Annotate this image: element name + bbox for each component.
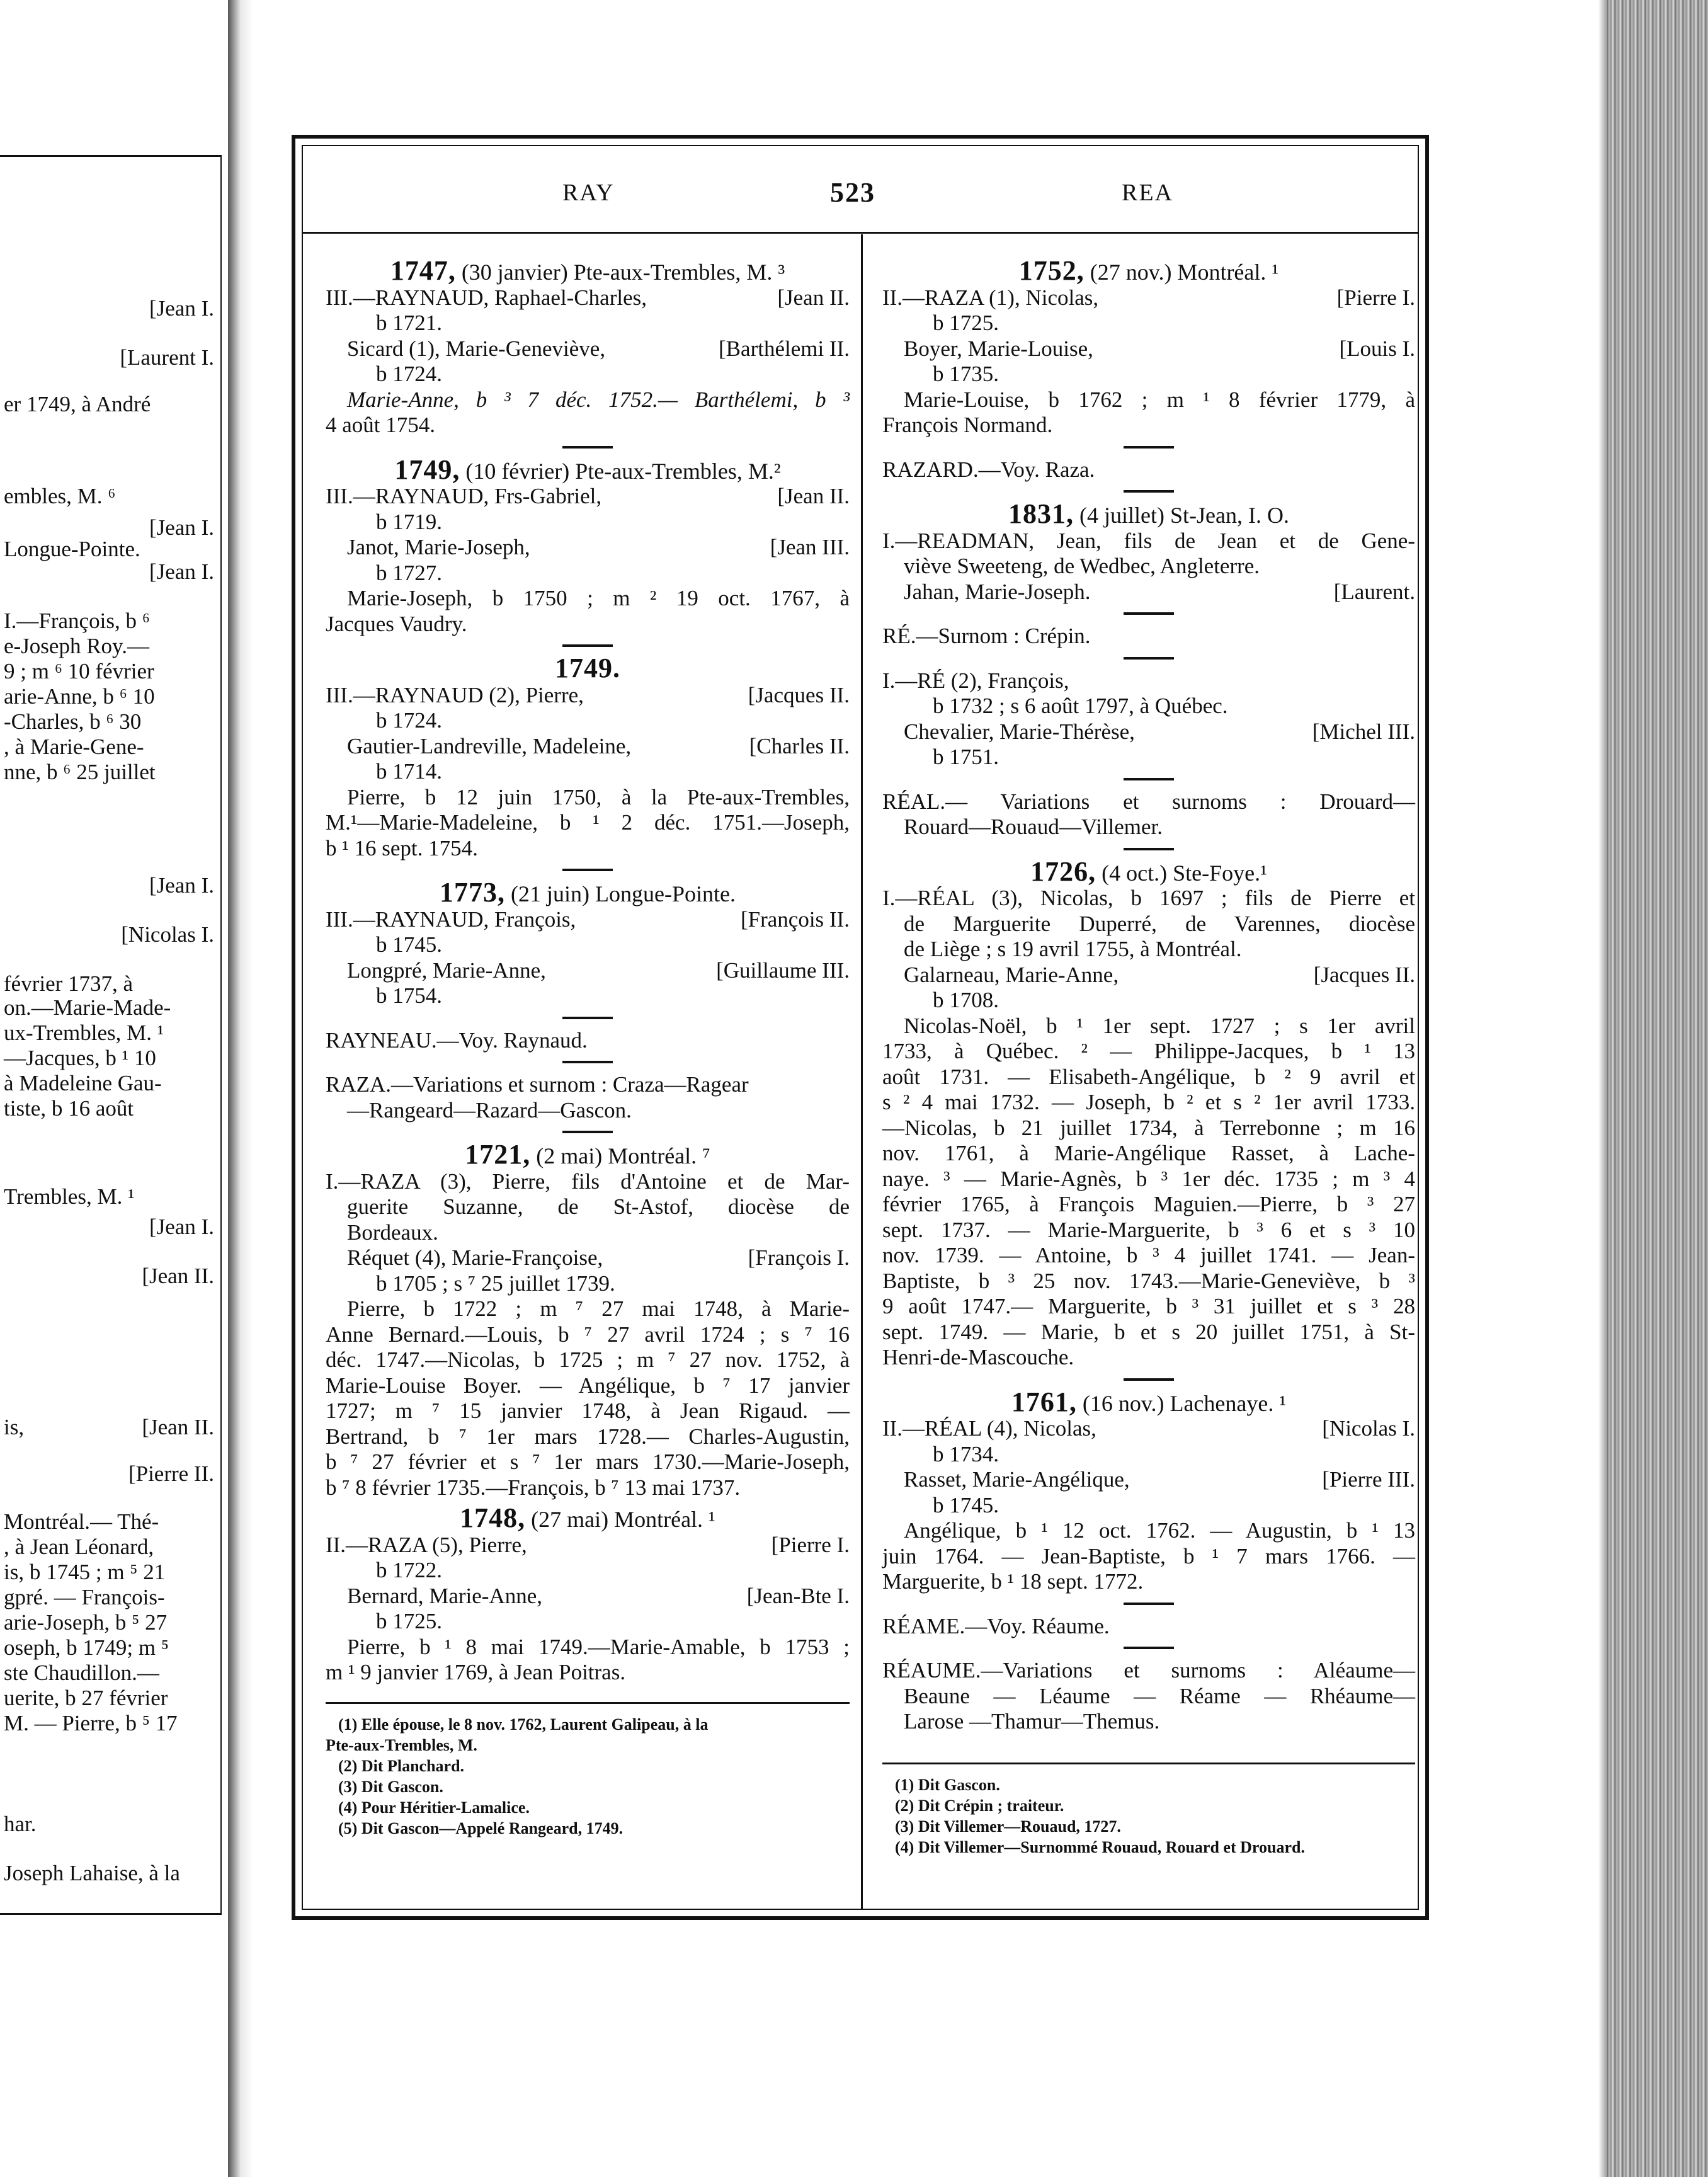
facing-page-line: [Pierre II.	[128, 1461, 214, 1486]
children-line: M.¹—Marie-Madeleine, b ¹ 2 déc. 1751.—Joseph,	[326, 810, 850, 835]
spouse-line: Rasset, Marie-Angélique, [Pierre III.	[904, 1467, 1415, 1492]
spouse-line: Bernard, Marie-Anne, [Jean-Bte I.	[347, 1583, 850, 1608]
facing-page-line: e-Joseph Roy.—	[4, 634, 150, 658]
book-gutter	[228, 0, 253, 2177]
facing-page-line: I.—François, b ⁶	[4, 609, 150, 633]
section-rule	[1124, 1603, 1174, 1605]
birth-line: b 1705 ; s ⁷ 25 juillet 1739.	[376, 1271, 615, 1296]
page-number: 523	[830, 177, 875, 208]
family-heading: Beaune — Léaume — Réame — Rhéaume—	[904, 1683, 1415, 1708]
facing-page-line: février 1737, à	[4, 971, 134, 996]
birth-line: b 1708.	[933, 988, 999, 1012]
children-line: Baptiste, b ³ 25 nov. 1743.—Marie-Geneviève, b ³	[882, 1268, 1415, 1293]
facing-page-line: embles, M. ⁶	[4, 484, 116, 508]
facing-page-line: tiste, b 16 août	[4, 1096, 134, 1121]
children-line: Marie-Joseph, b 1750 ; m ² 19 oct. 1767, à	[347, 586, 850, 610]
section-rule	[1124, 490, 1174, 493]
facing-page-line: ste Chaudillon.—	[4, 1660, 159, 1685]
birth-line: b 1719.	[376, 509, 442, 534]
footnote-rule	[326, 1702, 850, 1704]
book-page-stack-edge	[1607, 0, 1708, 2177]
marriage-date-1831: 1831, (4 juillet) St-Jean, I. O.	[1008, 498, 1289, 529]
facing-page-line: , à Jean Léonard,	[4, 1534, 154, 1559]
family-heading: RAZA.—Variations et surnom : Craza—Ragear	[326, 1072, 749, 1097]
facing-page-line: [Laurent I.	[120, 345, 214, 370]
children-line: Marie-Louise Boyer. — Angélique, b ⁷ 17 janvier	[326, 1373, 850, 1398]
facing-page-line: [Nicolas I.	[121, 922, 214, 947]
spouse-line: Sicard (1), Marie-Geneviève, [Barthélemi II.	[347, 336, 850, 361]
family-heading: Larose —Thamur—Themus.	[904, 1709, 1160, 1734]
birth-line: b 1722.	[376, 1558, 442, 1582]
cross-reference: RAZARD.—Voy. Raza.	[882, 457, 1095, 482]
running-head	[303, 146, 1418, 234]
children-line: b ⁷ 8 février 1735.—François, b ⁷ 13 mai 1737.	[326, 1475, 741, 1500]
page-frame	[292, 135, 1429, 1920]
spouse-line: Longpré, Marie-Anne, [Guillaume III.	[347, 957, 850, 983]
children-line: 9 août 1747.— Marguerite, b ³ 31 juillet et s ³ 28	[882, 1294, 1415, 1318]
facing-page-line: Montréal.— Thé-	[4, 1509, 159, 1534]
facing-page-line: har.	[4, 1812, 37, 1836]
facing-page-line: [Jean I.	[149, 515, 214, 540]
children-line: François Normand.	[882, 413, 1053, 437]
family-heading: Rouard—Rouaud—Villemer.	[904, 814, 1163, 839]
section-rule	[562, 1061, 613, 1063]
marriage-date-1761: 1761, (16 nov.) Lachenaye. ¹	[1011, 1386, 1287, 1417]
children-line: Marie-Anne, b ³ 7 déc. 1752.— Barthélemi, b ³	[347, 387, 850, 412]
birth-line: b 1732 ; s 6 août 1797, à Québec.	[933, 694, 1228, 718]
family-heading: RÉAL.— Variations et surnoms : Drouard—	[882, 789, 1415, 814]
children-line: m ¹ 9 janvier 1769, à Jean Poitras.	[326, 1660, 626, 1684]
facing-page-line: -Charles, b ⁶ 30	[4, 709, 142, 734]
facing-page-line: oseph, b 1749; m ⁵	[4, 1635, 169, 1660]
spouse-line: Réquet (4), Marie-Françoise, [François I.	[347, 1245, 850, 1270]
facing-page-line: [Jean I.	[149, 559, 214, 584]
family-heading: RÉAUME.—Variations et surnoms : Aléaume—	[882, 1658, 1415, 1683]
spouse-line: Gautier-Landreville, Madeleine, [Charles II.	[347, 733, 850, 758]
spouse-line: Bordeaux.	[347, 1220, 438, 1245]
column-divider	[861, 234, 863, 1909]
facing-page-line: uerite, b 27 février	[4, 1686, 168, 1710]
footnote: (1) Dit Gascon.	[895, 1775, 1000, 1794]
spouse-line: II.—RAZA (5), Pierre, [Pierre I.	[326, 1532, 850, 1557]
birth-line: b 1725.	[376, 1609, 442, 1633]
children-line: Angélique, b ¹ 12 oct. 1762. — Augustin, b ¹ 13	[904, 1518, 1415, 1543]
marriage-date-1726: 1726, (4 oct.) Ste-Foye.¹	[1030, 855, 1267, 887]
facing-page-line: gpré. — François-	[4, 1585, 165, 1609]
facing-page-line: à Madeleine Gau-	[4, 1071, 162, 1095]
facing-page-line: arie-Anne, b ⁶ 10	[4, 684, 155, 709]
children-line: février 1765, à François Maguien.—Pierre, b ³ 27	[882, 1192, 1415, 1216]
children-line: Nicolas-Noël, b ¹ 1er sept. 1727 ; s 1er avril	[904, 1013, 1415, 1038]
facing-page-line: [Jean II.	[142, 1415, 214, 1439]
facing-page-line: —Jacques, b ¹ 10	[4, 1046, 156, 1070]
birth-line: b 1725.	[933, 311, 999, 335]
footnote: (4) Pour Héritier-Lamalice.	[338, 1798, 530, 1817]
spouse-line: III.—RAYNAUD, François, [François II.	[326, 906, 850, 932]
facing-page-line: M. — Pierre, b ⁵ 17	[4, 1711, 178, 1735]
section-rule	[1124, 848, 1174, 850]
birth-line: b 1745.	[376, 932, 442, 957]
facing-page-line: [Jean II.	[142, 1264, 214, 1288]
birth-line: b 1724.	[376, 362, 442, 386]
facing-page-line: on.—Marie-Made-	[4, 995, 171, 1020]
spouse-line: de Marguerite Duperré, de Varennes, diocèse	[904, 911, 1415, 936]
spouse-line: III.—RAYNAUD, Frs-Gabriel, [Jean II.	[326, 484, 850, 508]
marriage-date-1747: 1747, (30 janvier) Pte-aux-Trembles, M. ³	[390, 255, 785, 286]
footnote: (5) Dit Gascon—Appelé Rangeard, 1749.	[338, 1819, 623, 1837]
children-line: b ⁷ 27 février et s ⁷ 1er mars 1730.—Marie-Joseph,	[326, 1449, 850, 1474]
children-line: Jacques Vaudry.	[326, 611, 467, 636]
children-line: Pierre, b 1722 ; m ⁷ 27 mai 1748, à Marie-	[347, 1296, 850, 1321]
facing-page-line: [Jean I.	[149, 873, 214, 898]
children-line: Pierre, b 12 juin 1750, à la Pte-aux-Trembles,	[347, 784, 850, 809]
children-line: b ¹ 16 sept. 1754.	[326, 835, 478, 860]
marriage-date-1749-b: 1749.	[555, 653, 620, 683]
footnotes-right	[882, 1774, 1415, 1858]
family-heading: RÉ.—Surnom : Crépin.	[882, 624, 1091, 648]
children-line: —Nicolas, b 21 juillet 1734, à Terrebonne ; m 16	[882, 1115, 1415, 1140]
spouse-line: II.—RÉAL (4), Nicolas, [Nicolas I.	[882, 1416, 1415, 1441]
section-rule	[1124, 612, 1174, 615]
birth-line: b 1735.	[933, 362, 999, 386]
running-head-right: REA	[1122, 180, 1173, 206]
running-head-left: RAY	[562, 180, 615, 206]
facing-page-line: , à Marie-Gene-	[4, 734, 144, 759]
facing-page-line: is,	[4, 1415, 25, 1439]
children-line: s ² 4 mai 1732. — Joseph, b ² et s ² 1er avril 1733.	[882, 1090, 1415, 1114]
facing-page-line: Trembles, M. ¹	[4, 1184, 135, 1209]
spouse-line: III.—RAYNAUD, Raphael-Charles, [Jean II.	[326, 285, 850, 310]
footnote: (1) Elle épouse, le 8 nov. 1762, Laurent Galipeau, à la	[338, 1715, 709, 1734]
children-line: août 1731. — Elisabeth-Angélique, b ² 9 avril et	[882, 1064, 1415, 1089]
spouse-line: viève Sweeteng, de Wedbec, Angleterre.	[904, 554, 1260, 578]
spouse-line: Janot, Marie-Joseph, [Jean III.	[347, 535, 850, 559]
children-line: Marguerite, b ¹ 18 sept. 1772.	[882, 1569, 1144, 1594]
facing-page-line: is, b 1745 ; m ⁵ 21	[4, 1560, 166, 1584]
section-rule	[562, 869, 613, 871]
birth-line: b 1727.	[376, 560, 442, 585]
spouse-line: Chevalier, Marie-Thérèse, [Michel III.	[904, 719, 1415, 744]
footnote: (3) Dit Gascon.	[338, 1777, 443, 1796]
birth-line: b 1724.	[376, 708, 442, 733]
children-line: nov. 1761, à Marie-Angélique Rasset, à Lache-	[882, 1141, 1415, 1165]
facing-page-line: Joseph Lahaise, à la	[4, 1861, 180, 1885]
children-line: 4 août 1754.	[326, 413, 436, 437]
spouse-line: I.—RAZA (3), Pierre, fils d'Antoine et de Mar-	[326, 1168, 850, 1194]
children-line: déc. 1747.—Nicolas, b 1725 ; m ⁷ 27 nov. 1752, à	[326, 1347, 850, 1372]
section-rule	[562, 644, 613, 647]
right-column	[882, 253, 1415, 1858]
section-rule	[1124, 446, 1174, 449]
spouse-line: de Liège ; s 19 avril 1755, à Montréal.	[904, 937, 1242, 961]
footnotes-left	[326, 1714, 850, 1839]
children-line: Pierre, b ¹ 8 mai 1749.—Marie-Amable, b 1753 ;	[347, 1634, 850, 1659]
children-line: 1733, à Québec. ² — Philippe-Jacques, b ¹ 13	[882, 1039, 1415, 1063]
section-rule	[562, 446, 613, 449]
birth-line: b 1714.	[376, 759, 442, 784]
marriage-date-1748: 1748, (27 mai) Montréal. ¹	[460, 1502, 715, 1533]
cross-reference: RÉAME.—Voy. Réaume.	[882, 1613, 1110, 1638]
spouse-line: Boyer, Marie-Louise, [Louis I.	[904, 336, 1415, 361]
spouse-line: guerite Suzanne, de St-Astof, diocèse de	[347, 1194, 850, 1219]
facing-page-line: nne, b ⁶ 25 juillet	[4, 760, 156, 784]
footnote-rule	[882, 1763, 1415, 1764]
children-line: sept. 1737. — Marie-Marguerite, b ³ 6 et s ³ 10	[882, 1217, 1415, 1242]
family-heading: —Rangeard—Razard—Gascon.	[347, 1097, 632, 1123]
children-line: sept. 1749. — Marie, b et s 20 juillet 1751, à St-	[882, 1319, 1415, 1344]
facing-page-fragment	[0, 144, 231, 1926]
children-line: nov. 1739. — Antoine, b ³ 4 juillet 1741. — Jean-	[882, 1243, 1415, 1267]
birth-line: b 1754.	[376, 983, 442, 1008]
section-rule	[1124, 778, 1174, 780]
children-line: 1727; m ⁷ 15 janvier 1748, à Jean Rigaud. —	[326, 1398, 850, 1423]
birth-line: b 1734.	[933, 1441, 999, 1466]
birth-line: b 1751.	[933, 745, 999, 769]
marriage-date-1749: 1749, (10 février) Pte-aux-Trembles, M.²	[394, 454, 781, 485]
spouse-line: Jahan, Marie-Joseph. [Laurent.	[904, 579, 1415, 604]
birth-line: b 1745.	[933, 1492, 999, 1517]
spouse-line: I.—READMAN, Jean, fils de Jean et de Gene-	[882, 528, 1415, 553]
marriage-date-1752: 1752, (27 nov.) Montréal. ¹	[1018, 255, 1279, 286]
footnote: (2) Dit Crépin ; traiteur.	[895, 1796, 1064, 1815]
facing-page-line: Longue-Pointe.	[4, 537, 140, 561]
children-line: Anne Bernard.—Louis, b ⁷ 27 avril 1724 ; s ⁷ 16	[326, 1322, 850, 1347]
spouse-line: I.—RÉ (2), François,	[882, 668, 1069, 693]
section-rule	[562, 1131, 613, 1133]
children-line: Marie-Louise, b 1762 ; m ¹ 8 février 1779, à	[904, 387, 1415, 412]
facing-page-line: arie-Joseph, b ⁵ 27	[4, 1610, 168, 1635]
footnote: (3) Dit Villemer—Rouaud, 1727.	[895, 1817, 1121, 1836]
facing-page-line: er 1749, à André	[4, 392, 151, 416]
cross-reference: RAYNEAU.—Voy. Raynaud.	[326, 1027, 588, 1053]
footnote: Pte-aux-Trembles, M.	[326, 1735, 477, 1754]
page-inner-border	[302, 145, 1419, 1910]
facing-page-line: [Jean I.	[149, 1214, 214, 1239]
facing-page-line: 9 ; m ⁶ 10 février	[4, 659, 154, 683]
children-line: naye. ³ — Marie-Agnès, b ³ 1er déc. 1735 ; m ³ 4	[882, 1166, 1415, 1191]
section-rule	[1124, 1647, 1174, 1649]
spouse-line: III.—RAYNAUD (2), Pierre, [Jacques II.	[326, 682, 850, 707]
left-column	[326, 253, 850, 1839]
section-rule	[1124, 1378, 1174, 1381]
footnote: (4) Dit Villemer—Surnommé Rouaud, Rouard et Drouard.	[895, 1837, 1305, 1856]
children-line: juin 1764. — Jean-Baptiste, b ¹ 7 mars 1766. —	[882, 1543, 1415, 1568]
spouse-line: Galarneau, Marie-Anne, [Jacques II.	[904, 962, 1415, 987]
children-line: Bertrand, b ⁷ 1er mars 1728.— Charles-Augustin,	[326, 1424, 850, 1449]
marriage-date-1773: 1773, (21 juin) Longue-Pointe.	[440, 877, 736, 908]
section-rule	[1124, 657, 1174, 660]
facing-page-line: [Jean I.	[149, 296, 214, 321]
section-rule	[562, 1017, 613, 1019]
marriage-date-1721: 1721, (2 mai) Montréal. ⁷	[465, 1139, 710, 1170]
children-line: Henri-de-Mascouche.	[882, 1345, 1074, 1369]
page-edge-shadow	[1598, 0, 1607, 2177]
spouse-line: II.—RAZA (1), Nicolas, [Pierre I.	[882, 285, 1415, 310]
facing-page-line: ux-Trembles, M. ¹	[4, 1020, 164, 1045]
footnote: (2) Dit Planchard.	[338, 1756, 465, 1775]
spouse-line: I.—RÉAL (3), Nicolas, b 1697 ; fils de Pierre et	[882, 886, 1415, 910]
birth-line: b 1721.	[376, 311, 442, 335]
